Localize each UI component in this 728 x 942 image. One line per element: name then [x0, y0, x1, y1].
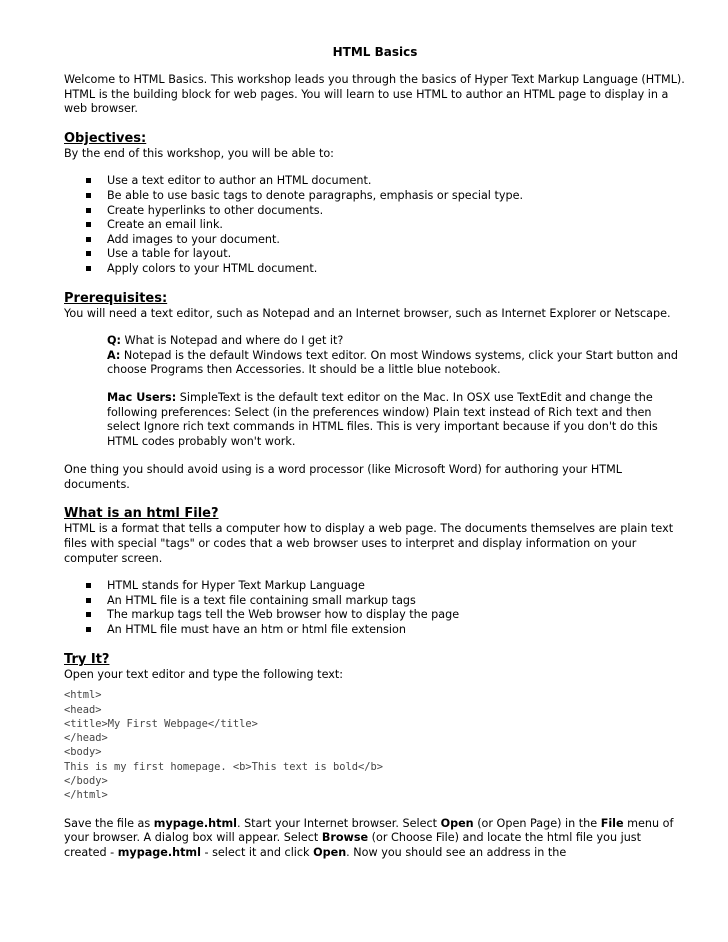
mac-users-label: Mac Users:	[107, 390, 177, 404]
answer-label: A:	[107, 348, 121, 362]
question-label: Q:	[107, 334, 121, 348]
notepad-qa	[107, 334, 686, 378]
list-item: An HTML file is a text file containing small markup tags	[64, 594, 686, 609]
objectives-lead: By the end of this workshop, you will be able to:	[64, 146, 334, 160]
list-item: Apply colors to your HTML document.	[64, 262, 686, 277]
bullet-icon	[86, 598, 91, 603]
objectives-list	[64, 174, 686, 276]
code-line: </body>	[64, 775, 108, 787]
bullet-icon	[86, 178, 91, 183]
code-line: </head>	[64, 732, 108, 745]
code-sample	[64, 688, 686, 802]
html-facts-list	[64, 579, 686, 637]
mac-users-note: Mac Users: SimpleText is the default text editor on the Mac. In OSX use TextEdit and change the following preferences: Select (in the preferences window) Plain text instead of Rich text and then select Ignore rich text commands in HTML files. This is very important because if you don't do this HTML codes probably won't work.	[107, 390, 658, 448]
try-it-heading: Try It?	[64, 651, 110, 667]
list-item: Be able to use basic tags to denote paragraphs, emphasis or special type.	[64, 189, 686, 204]
list-item: An HTML file must have an htm or html file extension	[64, 623, 686, 638]
bullet-icon	[86, 237, 91, 242]
document-page	[64, 44, 686, 860]
code-line: <head>	[64, 703, 102, 716]
code-line: This is my first homepage. <b>This text is bold</b>	[64, 760, 384, 773]
page-title: HTML Basics	[332, 45, 418, 59]
code-line: </html>	[64, 789, 108, 802]
list-item: HTML stands for Hyper Text Markup Language	[64, 579, 686, 594]
list-item: Use a table for layout.	[64, 247, 686, 262]
bullet-icon	[86, 627, 91, 632]
bullet-icon	[86, 266, 91, 271]
list-item: Use a text editor to author an HTML document.	[64, 174, 686, 189]
list-item: Create hyperlinks to other documents.	[64, 204, 686, 219]
what-is-html-heading: What is an html File?	[64, 506, 219, 522]
prerequisites-heading: Prerequisites:	[64, 290, 168, 306]
bullet-icon	[86, 208, 91, 213]
code-line: <html>	[64, 689, 102, 702]
list-item: The markup tags tell the Web browser how to display the page	[64, 608, 686, 623]
answer-line: A: Notepad is the default Windows text editor. On most Windows systems, click your Start button and choose Programs then Accessories. It should be a little blue notebook.	[107, 348, 678, 377]
bullet-icon	[86, 251, 91, 256]
bullet-icon	[86, 222, 91, 227]
code-line: <body>	[64, 746, 102, 759]
objectives-heading: Objectives:	[64, 130, 147, 146]
prerequisites-text: You will need a text editor, such as Notepad and an Internet browser, such as Internet Explorer or Netscape.	[64, 306, 671, 320]
question-line: Q: What is Notepad and where do I get it?	[107, 334, 344, 348]
bullet-icon	[86, 193, 91, 198]
bullet-icon	[86, 583, 91, 588]
what-is-html-text: HTML is a format that tells a computer how to display a web page. The documents themselves are plain text files with special "tags" or codes that a web browser uses to interpret and display information on your computer screen.	[64, 522, 674, 565]
save-instructions: Save the file as mypage.html. Start your Internet browser. Select Open (or Open Page) in the File menu of your browser. A dialog box will appear. Select Browse (or Choose File) and locate the html file you just created - mypage.html - select it and click Open. Now you should see an address in the	[64, 816, 674, 859]
code-line: <title>My First Webpage</title>	[64, 717, 258, 730]
bullet-icon	[86, 612, 91, 617]
avoid-word-processor-text: One thing you should avoid using is a word processor (like Microsoft Word) for authoring your HTML documents.	[64, 463, 622, 491]
intro-paragraph: Welcome to HTML Basics. This workshop leads you through the basics of Hyper Text Markup Language (HTML). HTML is the building block for web pages. You will learn to use HTML to author an HTML page to display in a web browser.	[64, 73, 685, 116]
try-it-lead: Open your text editor and type the following text:	[64, 667, 344, 681]
list-item: Create an email link.	[64, 218, 686, 233]
list-item: Add images to your document.	[64, 233, 686, 248]
